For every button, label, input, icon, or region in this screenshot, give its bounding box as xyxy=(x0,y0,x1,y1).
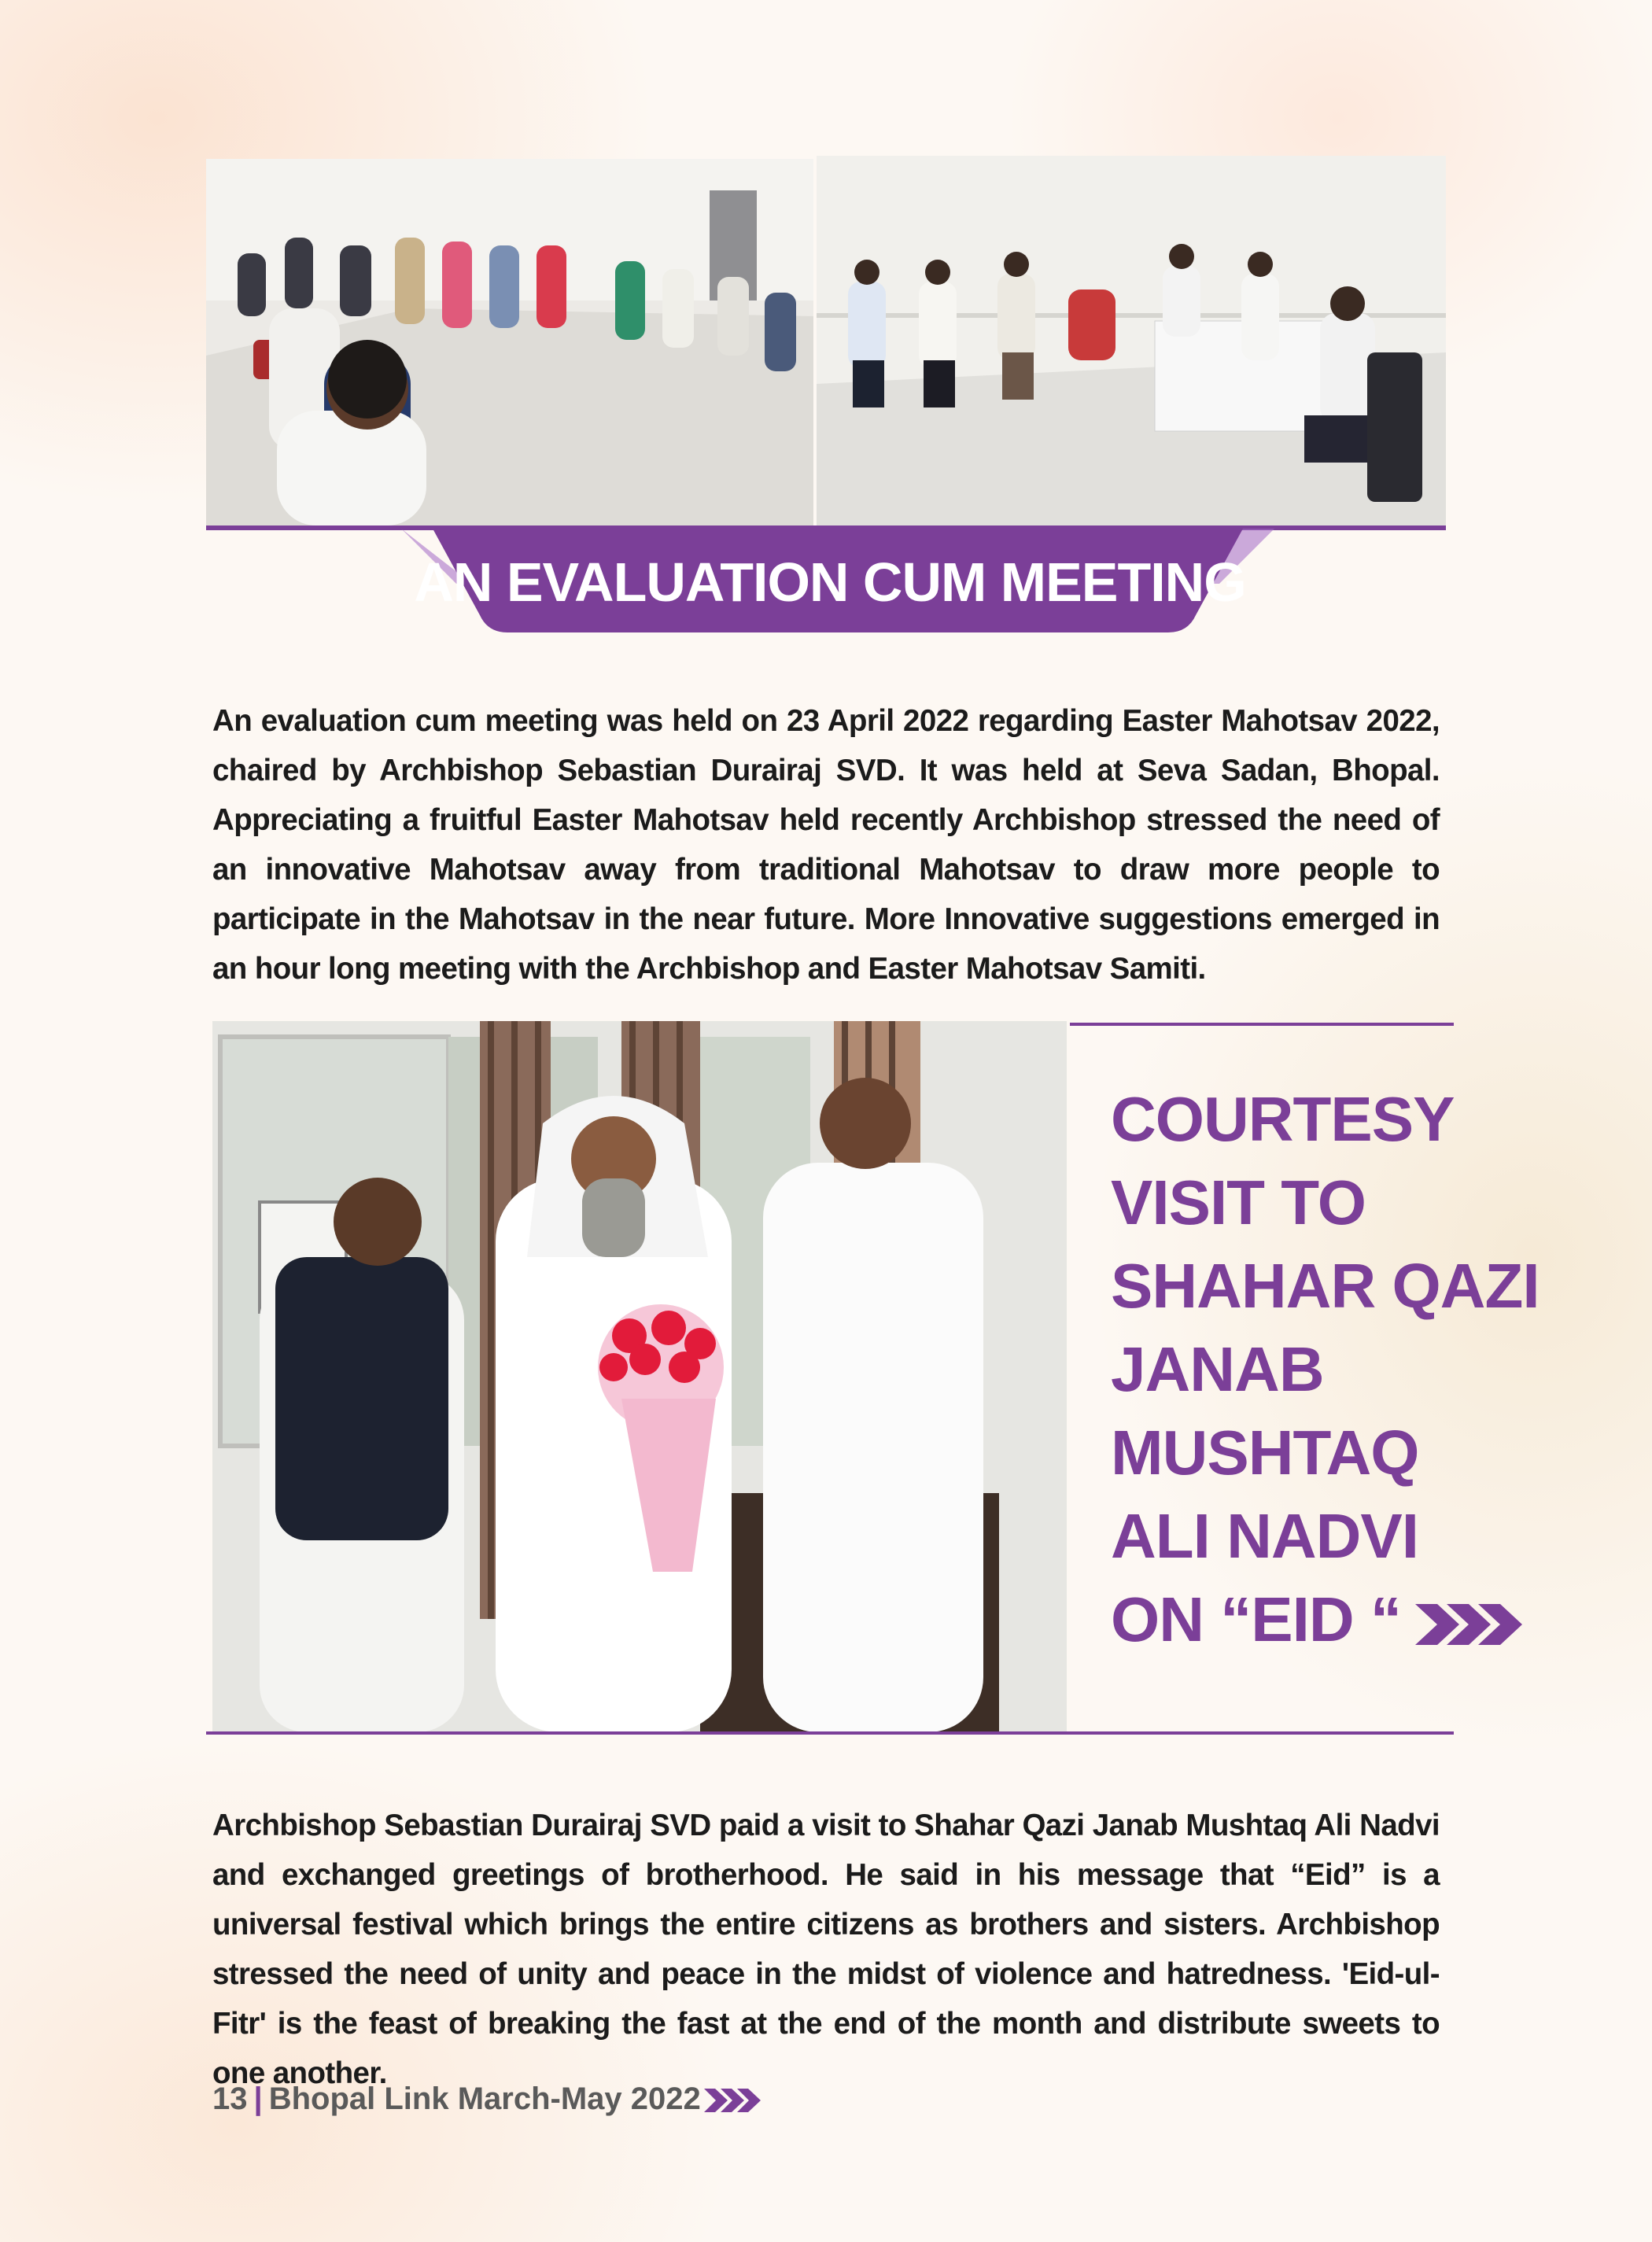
publication-name: Bhopal Link March-May 2022 xyxy=(268,2082,701,2116)
page-footer xyxy=(212,2075,761,2122)
section1-paragraph: An evaluation cum meeting was held on 23 April 2022 regarding Easter Mahotsav 2022, chaired by Archbishop Sebastian Durairaj SVD. It was held at Seva Sadan, Bhopal. Appreciating a fruitful Easter Mahotsav held recently Archbishop stressed the need of an innovative Mahotsav away from traditional Mahotsav to draw more people to participate in the Mahotsav in the near future. More Innovative suggestions emerged in an hour long meeting with the Archbishop and Easter Mahotsav Samiti. xyxy=(212,703,1440,986)
triple-chevron-right-icon xyxy=(1415,1601,1522,1648)
meeting-photo-right xyxy=(817,156,1446,525)
page-number: 13 xyxy=(212,2082,248,2116)
section1-title: AN EVALUATION CUM MEETING xyxy=(414,551,1246,613)
section2-title-line: SHAHAR QAZI xyxy=(1111,1251,1540,1321)
footer-separator: | xyxy=(253,2082,263,2116)
section2-title-line: JANAB xyxy=(1111,1334,1324,1404)
section2-title xyxy=(1111,1078,1540,1661)
courtesy-visit-photo xyxy=(212,1021,1067,1732)
triple-chevron-right-icon xyxy=(704,2087,761,2114)
section2-bottom-divider xyxy=(206,1731,1454,1735)
section2-top-divider xyxy=(1070,1023,1454,1026)
section2-title-last-line xyxy=(1111,1578,1504,1661)
section2-title-line: ALI NADVI xyxy=(1111,1501,1418,1571)
meeting-photo-left xyxy=(206,159,813,525)
section2-title-line: ON “EID “ xyxy=(1111,1584,1401,1654)
section2-title-line: VISIT TO xyxy=(1111,1167,1366,1237)
section2-title-line: COURTESY xyxy=(1111,1084,1455,1154)
section2-title-line: MUSHTAQ xyxy=(1111,1418,1419,1488)
section2-paragraph: Archbishop Sebastian Durairaj SVD paid a visit to Shahar Qazi Janab Mushtaq Ali Nadvi and exchanged greetings of brotherhood. He said in his message that “Eid” is a universal festival which brings the entire citizens as brothers and sisters. Archbishop stressed the need of unity and peace in the midst of violence and hatredness. 'Eid-ul-Fitr' is the feast of breaking the fast at the end of the month and distribute sweets to one another. xyxy=(212,1808,1440,2090)
